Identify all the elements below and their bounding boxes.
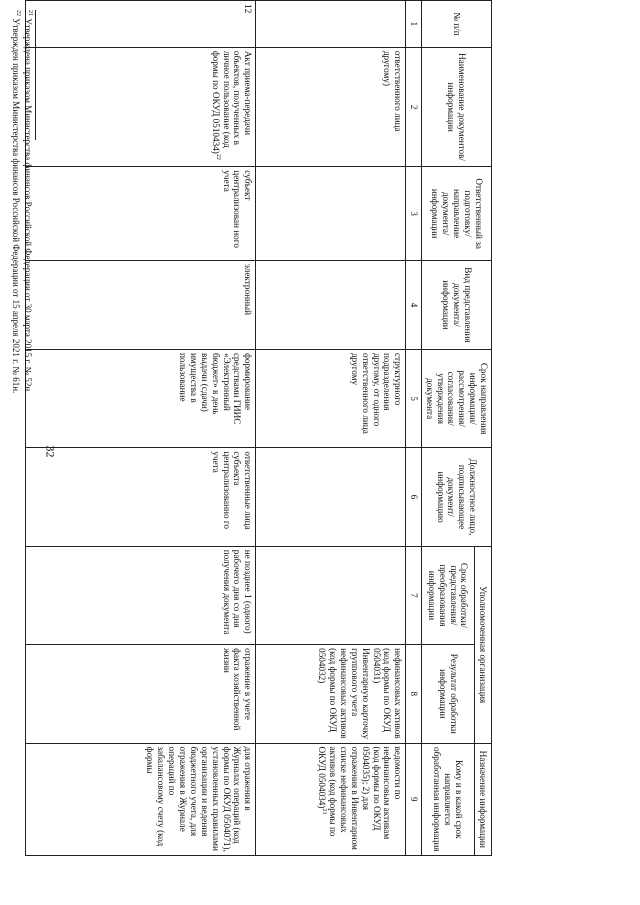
processing-term: не позднее 1 (одного) рабочего дня со дня получения документа <box>26 546 256 644</box>
header-responsible: Ответственный за подготовку/ направление документа/ информации <box>421 167 491 261</box>
header-authorized-org: Уполномоченная организация <box>474 546 491 743</box>
result: нефинансовых активов (код формы по ОКУД 0504031) Инвентарную карточку группового учета нефинансовых активов (код формы по ОКУД 0504032) <box>256 645 406 743</box>
header-doc-name: Наименование документов/ информации <box>421 47 491 166</box>
header-number: № п/п <box>421 1 491 48</box>
header-purpose: Назначение информации <box>474 743 491 856</box>
column-number-row <box>406 1 422 856</box>
col-number: 1 <box>406 1 422 48</box>
footnote-ref: 22 <box>214 153 221 160</box>
header-signer: Должностное лицо, подписывающее документ/ информацию <box>421 448 491 546</box>
destination <box>256 743 406 856</box>
footnote-22 <box>10 10 22 394</box>
kind <box>256 260 406 349</box>
table-row <box>256 1 406 856</box>
col-number: 3 <box>406 167 422 261</box>
header-term: Срок направления информации/ рассмотрения/ согласования/ утверждения документа <box>421 349 491 447</box>
col-number: 6 <box>406 448 422 546</box>
term: структурного подразделения другому, от одного ответственного лица другому <box>256 349 406 447</box>
header-kind: Вид представления документа/ информации <box>421 260 491 349</box>
page-number: 32 <box>43 445 58 458</box>
footnote-text: Утверждена приказом Министерства финансов Российской Федерации от 30 марта 2015 г. № 52н. <box>23 18 33 394</box>
footnote-text: Утвержден приказом Министерства финансов Российской Федерации от 15 апреля 2021 г. № 61н. <box>11 18 22 394</box>
header-row <box>474 1 491 856</box>
doc-name <box>26 47 256 166</box>
footnote-mark: 22 <box>15 10 22 16</box>
doc-name: ответственного лица другому) <box>256 47 406 166</box>
destination-text: ведомости по нефинансовым активам (код формы по ОКУД 0504035); 2) для отражения в Инвентарном списке нефинансовых активов (код формы по ОКУД 0504034) <box>317 746 404 850</box>
col-number: 8 <box>406 645 422 743</box>
footnote-mark: 21 <box>27 10 33 16</box>
header-result: Результат обработки информации <box>421 645 474 743</box>
col-number: 4 <box>406 260 422 349</box>
table-row <box>26 1 256 856</box>
col-number: 7 <box>406 546 422 644</box>
signer <box>256 448 406 546</box>
responsible: субъект централизован ного учета <box>26 167 256 261</box>
signer: ответственные лица субъекта централизованно го учета <box>26 448 256 546</box>
responsible <box>256 167 406 261</box>
term: формирование средствами ГИИС «Электронный бюджет» в день выдачи (сдачи) имущества в пользование <box>26 349 256 447</box>
result: отражение в учете факта хозяйственной жизни <box>26 645 256 743</box>
footnote-ref: 21 <box>321 808 328 815</box>
header-destination: Кому и в какой срок направляется обработанная информация <box>421 743 474 856</box>
row-number: 12 <box>26 1 256 48</box>
kind: электронный <box>26 260 256 349</box>
col-number: 9 <box>406 743 422 856</box>
footnotes <box>10 10 36 394</box>
header-processing-term: Срок обработки/ представления/ преобразования информации <box>421 546 474 644</box>
col-number: 2 <box>406 47 422 166</box>
processing-term <box>256 546 406 644</box>
row-number <box>256 1 406 48</box>
footnote-divider <box>35 10 36 140</box>
document-flow-table <box>25 0 492 856</box>
destination: для отражения в Журналах операций (код формы по ОКУД 0504071), установленных правилами организации и ведения бюджетного учета, для отражения в Журнале операций по забалансовому счету (код формы <box>26 743 256 856</box>
footnote-21 <box>21 10 33 394</box>
col-number: 5 <box>406 349 422 447</box>
doc-name-text: Акт приема-передачи объектов, полученных в личное пользование (код формы по ОКУД 0510434) <box>210 50 254 154</box>
